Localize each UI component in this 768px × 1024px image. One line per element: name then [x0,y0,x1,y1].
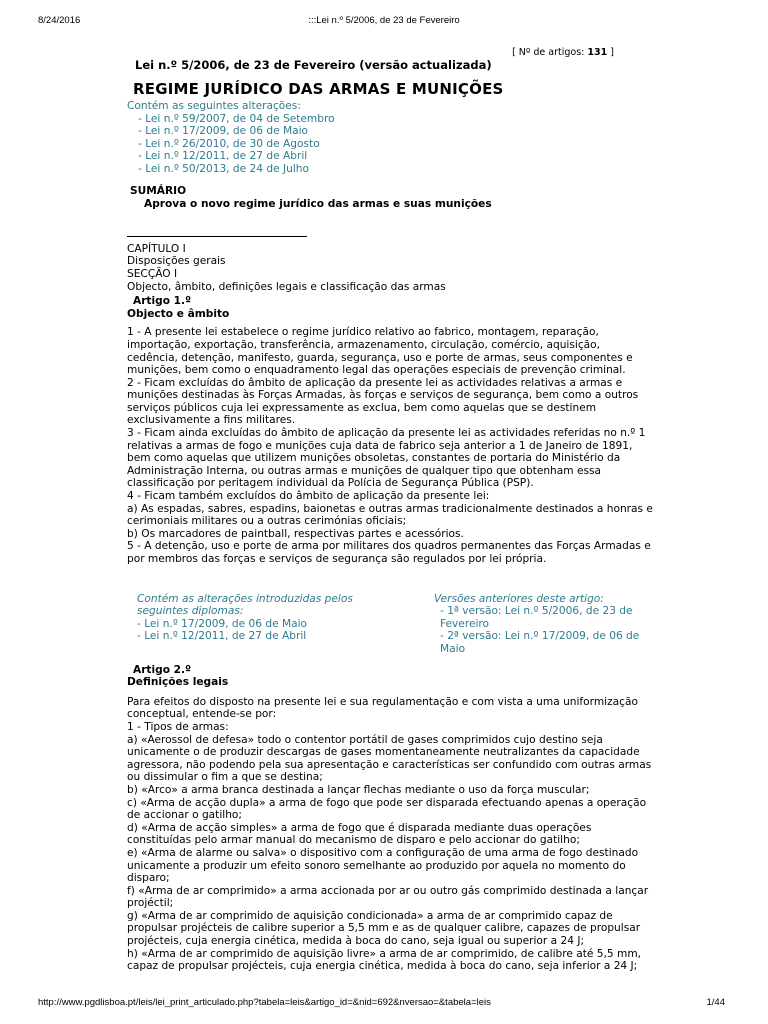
definition-line: b) «Arco» a arma branca destinada a lançar flechas mediante o uso da força muscular; [127,783,590,796]
definition-line: c) «Arma de acção dupla» a arma de fogo que pode ser disparada efectuando apenas a operação de accionar o gatilho; [127,796,647,822]
law-title: Lei n.º 5/2006, de 23 de Fevereiro (versão actualizada) [135,58,492,72]
article-paragraph: 4 - Ficam também excluídos do âmbito de aplicação da presente lei: [127,490,490,503]
article-1-number: Artigo 1.º [133,295,192,308]
article-2-title: Definições legais [127,676,229,689]
versions-column [424,593,644,656]
page-number: 1/44 [706,997,725,1008]
article-count: [ Nº de artigos: 131 ] [512,47,614,58]
alteration-link[interactable]: - Lei n.º 26/2010, de 30 de Agosto [138,137,320,150]
changes-intro: Contém as alterações introduzidas pelos seguintes diplomas: [137,592,353,618]
versions-intro: Versões anteriores deste artigo: [434,592,604,605]
definition-line: g) «Arma de ar comprimido de aquisição condicionada» a arma de ar comprimido capaz de propulsar projécteis de calibre superior a 5,5 mm e as de qualquer calibre, capazes de propulsar projécteis, cuja energia cinética, medida à boca do cano, seja igual ou superior a 24 J; [127,909,641,948]
article-paragraph: a) As espadas, sabres, espadins, baionetas e outras armas tradicionalmente destinados a honras e cerimoniais militares ou a outras cerimónias oficiais; [127,502,653,528]
sumario-text: Aprova o novo regime jurídico das armas e suas munições [144,198,492,211]
alteration-link[interactable]: - Lei n.º 50/2013, de 24 de Julho [138,162,309,175]
article-2-text [127,696,654,973]
article-2-number: Artigo 2.º [133,663,192,676]
alteration-link[interactable]: - Lei n.º 12/2011, de 27 de Abril [138,150,308,163]
alteration-link[interactable]: - Lei n.º 59/2007, de 04 de Setembro [138,112,335,125]
document-body [127,58,654,973]
section-label: SECÇÃO I [127,267,178,280]
article-1-title: Objecto e âmbito [127,307,230,320]
article-paragraph: 1 - A presente lei estabelece o regime jurídico relativo ao fabrico, montagem, reparação, importação, exportação, transferência, armazenamento, circulação, comércio, aquisição, cedência, detenção, manifesto, guarda, segurança, uso e porte de armas, seus componentes e munições, bem como o enquadramento legal das operações especiais de prevenção criminal. [127,326,633,377]
definition-line: d) «Arma de acção simples» a arma de fogo que é disparada mediante duas operações constituídas pelo armar manual do mecanismo de disparo e pelo accionar do gatilho; [127,821,592,847]
print-title: :::Lei n.º 5/2006, de 23 de Fevereiro [308,15,460,26]
definition-line: a) «Aerossol de defesa» todo o contentor portátil de gases comprimidos cujo destino seja unicamente o de produzir descargas de gases momentaneamente neutralizantes da capacidade agressora, não podendo pela sua apresentação e características ser confundido com outras armas ou dissimular o fim a que se destina; [127,733,652,784]
article-paragraph: 5 - A detenção, uso e porte de arma por militares dos quadros permanentes das Forças Armadas e por membros das forças e serviços de segurança são regulados por lei própria. [127,540,651,565]
article-count-value: 131 [587,47,608,58]
chapter-title: Disposições gerais [127,255,226,268]
section-title: Objecto, âmbito, definições legais e classificação das armas [127,280,446,293]
definition-line: 1 - Tipos de armas: [127,720,229,733]
definition-line: e) «Arma de alarme ou salva» o dispositivo com a configuração de uma arma de fogo destinado unicamente a produzir um efeito sonoro semelhante ao produzido por aquela no momento do disparo; [127,846,639,885]
definition-line: Para efeitos do disposto na presente lei e sua regulamentação e com vista a uma uniformização conceptual, entende-se por: [127,695,638,721]
chapter-label: CAPÍTULO I [127,242,186,255]
article-1-text [127,326,654,565]
version-link[interactable]: - 2ª versão: Lei n.º 17/2009, de 06 de Maio [440,630,640,655]
version-link[interactable]: - 1ª versão: Lei n.º 5/2006, de 23 de Fevereiro [440,605,633,630]
definition-line: h) «Arma de ar comprimido de aquisição livre» a arma de ar comprimido, de calibre até 5,5 mm, capaz de propulsar projécteis, cuja energia cinética, medida à boca do cano, seja inferior a 24 J; [127,947,642,973]
print-url: http://www.pgdlisboa.pt/leis/lei_print_articulado.php?tabela=leis&artigo_id=&nid=692&nversao=&tabela=leis [38,997,491,1008]
print-date: 8/24/2016 [38,15,81,26]
changes-column [127,593,397,643]
change-link[interactable]: - Lei n.º 17/2009, de 06 de Maio [137,617,308,630]
article-paragraph: b) Os marcadores de paintball, respectivas partes e acessórios. [127,527,464,540]
article-paragraph: 3 - Ficam ainda excluídas do âmbito de aplicação da presente lei as actividades referidas no n.º 1 relativas a armas de fogo e munições cuja data de fabrico seja anterior a 1 de Janeiro de 1891, bem como aquelas que utilizem munições obsoletas, constantes de portaria do Ministério da Administração Interna, ou outras armas e munições de qualquer tipo que obtenham essa classificação por peritagem individual da Polícia de Segurança Pública (PSP). [127,427,646,490]
alteration-link[interactable]: - Lei n.º 17/2009, de 06 de Maio [138,125,309,138]
alterations-list [127,113,654,176]
article-paragraph: 2 - Ficam excluídas do âmbito de aplicação da presente lei as actividades relativas a armas e munições destinadas às Forças Armadas, às forças e serviços de segurança, bem como a outros serviços públicos cuja lei expressamente as exclua, bem como aquelas que se destinem exclusivamente a fins militares. [127,376,639,427]
sumario-heading: SUMÁRIO [130,184,187,197]
article-1-changes [127,593,654,657]
change-link[interactable]: - Lei n.º 12/2011, de 27 de Abril [137,630,307,643]
divider [127,236,307,237]
structure [127,243,654,293]
regime-title: REGIME JURÍDICO DAS ARMAS E MUNIÇÕES [133,80,504,98]
definition-line: f) «Arma de ar comprimido» a arma accionada por ar ou outro gás comprimido destinada a lançar projéctil; [127,884,649,910]
alterations-intro: Contém as seguintes alterações: [127,100,301,112]
